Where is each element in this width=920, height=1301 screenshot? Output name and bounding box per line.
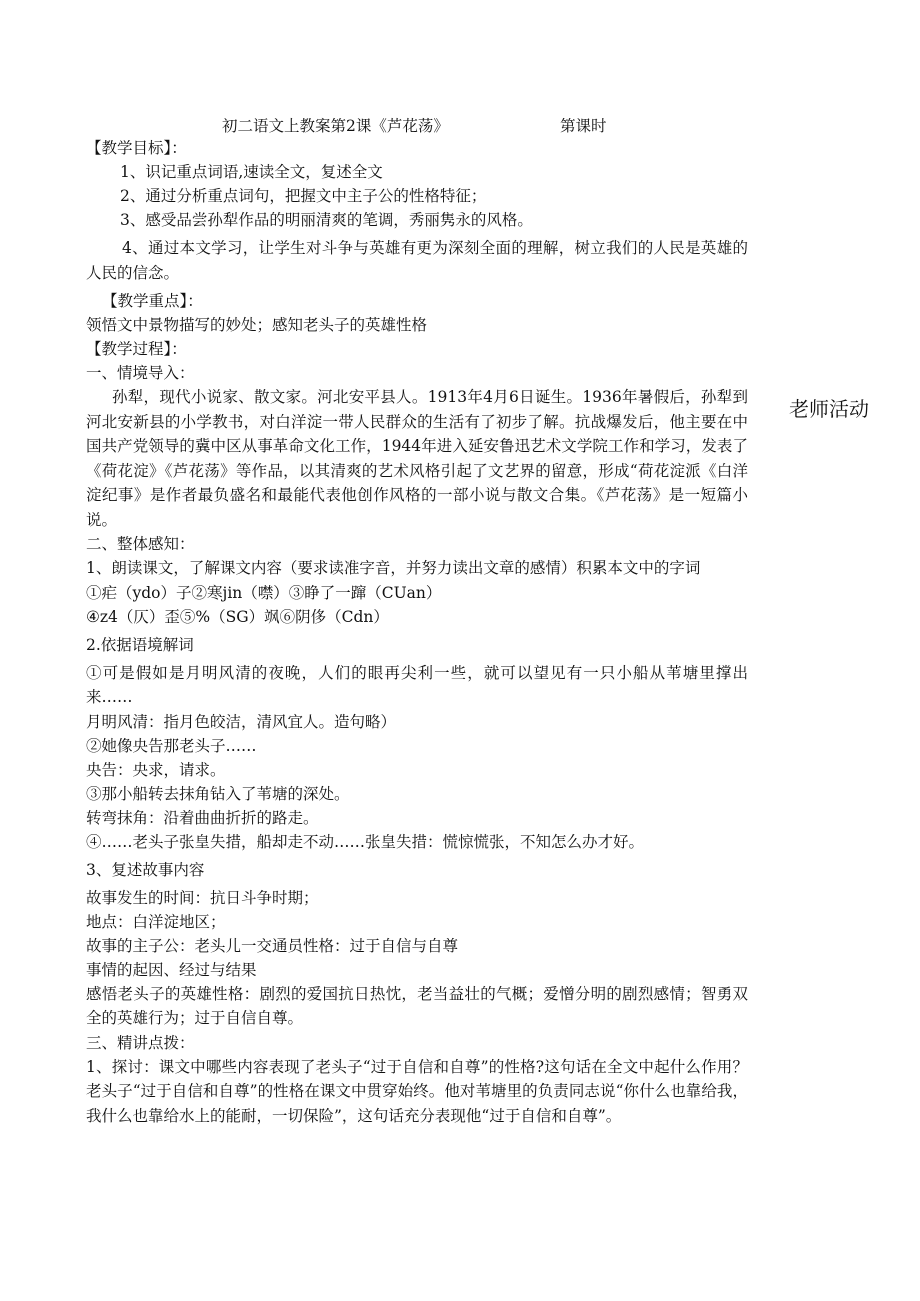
key-points-heading: 【教学重点】：: [102, 292, 203, 310]
vocab-line: ①疟（ydo）子②寒jin（噤）③睁了一蹿（CUan）: [86, 583, 442, 602]
section1-heading: 一、情境导入：: [86, 364, 195, 382]
key-points-text: 领悟文中景物描写的妙处；感知老头子的英雄性格: [86, 316, 428, 334]
objective-item: 2、通过分析重点词句，把握文中主子公的性格特征；: [120, 187, 487, 205]
story-time: 故事发生的时间：抗日斗争时期；: [86, 888, 319, 907]
context-question: ③那小船转去抹角钻入了苇塘的深处。: [86, 784, 350, 803]
story-cause: 事情的起因、经过与结果: [86, 960, 257, 979]
lesson-title: 初二语文上教案第2课《芦花荡》: [222, 117, 449, 135]
section3-item1: 1、探讨：课文中哪些内容表现了老头子“过于自信和自尊”的性格?这句话在全文中起什么作用？老头子“过于自信和自尊”的性格在课文中贯穿始终。他对苇塘里的负责同志说“你什么也靠给我，我什么也靠给水上的能耐，一切保险”，这句话充分表现他“过于自信和自尊”。: [86, 1057, 748, 1125]
objective-item: 4、通过本文学习，让学生对斗争与英雄有更为深刻全面的理解，树立我们的人民是英雄的人民的信念。: [86, 239, 748, 282]
objective-item: 3、感受品尝孙犁作品的明丽清爽的笔调，秀丽隽永的风格。: [120, 211, 533, 229]
context-answer: 月明风清：指月色皎洁，清风宜人。造句略）: [86, 712, 397, 731]
lesson-content: [86, 136, 748, 1128]
context-question: ②她像央告那老头子……: [86, 736, 257, 755]
lesson-time: 第课时: [560, 117, 607, 135]
objectives-heading: 【教学目标】：: [86, 139, 187, 157]
story-place: 地点：白洋淀地区；: [86, 912, 226, 931]
section2-item2: 2.依据语境解词: [86, 635, 194, 654]
section3-heading: 三、精讲点拨：: [86, 1033, 195, 1052]
teacher-activity-label: 老师活动: [789, 397, 869, 421]
objective-item: 1、识记重点词语,速读全文，复述全文: [120, 163, 383, 181]
section2-heading: 二、整体感知：: [86, 535, 195, 553]
process-heading: 【教学过程】：: [86, 340, 187, 358]
section1-text: 孙犁，现代小说家、散文家。河北安平县人。1913年4月6日诞生。1936年暑假后，孙犁到河北安新县的小学教书，对白洋淀一带人民群众的生活有了初步了解。抗战爆发后，他主要在中国共产党领导的冀中区从事革命文化工作，1944年进入延安鲁迅艺术文学院工作和学习，发表了《荷花淀》《芦花荡》等作品，以其清爽的艺术风格引起了文艺界的留意，形成“荷花淀派《白洋淀纪事》是作者最负盛名和最能代表他创作风格的一部小说与散文合集。《芦花荡》是一短篇小说。: [86, 388, 748, 529]
context-question: ①可是假如是月明风清的夜晚，人们的眼再尖利一些，就可以望见有一只小船从苇塘里撑出来……: [86, 663, 748, 706]
document-title: [222, 114, 642, 136]
context-answer: 央告：央求，请求。: [86, 760, 226, 779]
vocab-line: ④z4（仄）歪⑤%（SG）飒⑥阴侈（Cdn）: [86, 607, 389, 626]
story-protagonist: 故事的主子公：老头儿一交通员性格：过于自信与自尊: [86, 936, 459, 955]
section2-item1: 1、朗读课文，了解课文内容（要求读准字音，并努力读出文章的感情）积累本文中的字词: [86, 559, 701, 577]
story-character: 感悟老头子的英雄性格：剧烈的爱国抗日热忱，老当益壮的气概；爱憎分明的剧烈感情；智勇双全的英雄行为；过于自信自尊。: [86, 984, 748, 1027]
context-question: ④……老头子张皇失措，船却走不动……张皇失措：慌惊慌张，不知怎么办才好。: [86, 832, 645, 851]
context-answer: 转弯抹角：沿着曲曲折折的路走。: [86, 808, 319, 827]
section2-item3: 3、复述故事内容: [86, 860, 205, 879]
